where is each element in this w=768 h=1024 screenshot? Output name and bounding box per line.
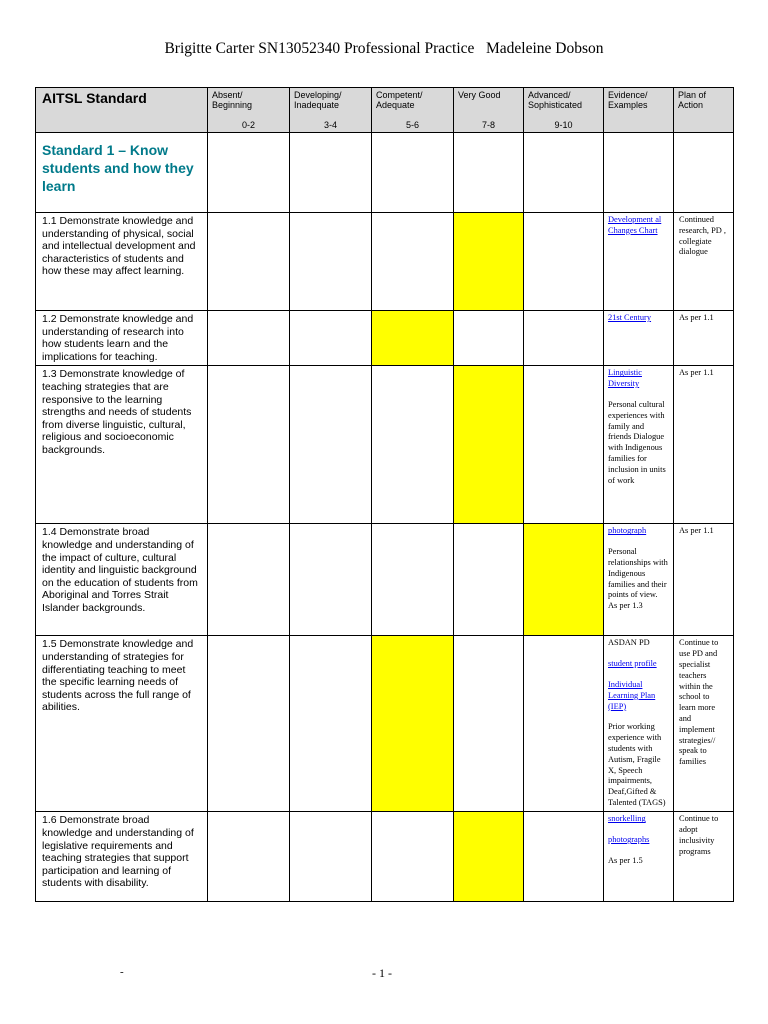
plan-of-action: Continue to use PD and specialist teachers within the school to learn more and implement strategies// speak to families — [674, 636, 734, 812]
table-row — [36, 311, 734, 366]
column-header-4 — [454, 88, 524, 133]
rating-highlight — [454, 213, 524, 311]
column-header-label: Very Good — [458, 90, 501, 100]
rating-cell — [208, 812, 290, 902]
spacer — [608, 390, 669, 400]
rating-cell — [208, 311, 290, 366]
column-header-range: 7-8 — [481, 120, 495, 130]
rating-cell — [372, 366, 454, 524]
evidence-link[interactable]: photographs — [608, 835, 650, 845]
plan-of-action: Continued research, PD , collegiate dialogue — [674, 213, 734, 311]
evidence-link[interactable]: student profile — [608, 659, 657, 669]
spacer — [608, 846, 669, 856]
column-header-1 — [208, 88, 290, 133]
section-heading: Standard 1 – Know students and how they learn — [36, 133, 208, 213]
rating-highlight — [372, 311, 454, 366]
evidence-text: Personal relationships with Indigenous families and their points of view. — [608, 547, 668, 600]
rating-cell — [454, 636, 524, 812]
spacer — [608, 649, 669, 659]
evidence-link[interactable]: Development al Changes Chart — [608, 215, 662, 235]
page-number: - 1 - — [372, 966, 392, 980]
rating-cell — [290, 311, 372, 366]
rating-cell — [372, 213, 454, 311]
evidence-note: ASDAN PD — [608, 638, 650, 648]
standard-description: 1.1 Demonstrate knowledge and understanding of physical, social and intellectual development and characteristics of students and how these may affect learning. — [36, 213, 208, 311]
column-header-5 — [524, 88, 604, 133]
evidence-cell — [604, 311, 674, 366]
rating-cell — [208, 213, 290, 311]
standard-description: 1.5 Demonstrate knowledge and understanding of strategies for differentiating teaching to meet the specific learning needs of students across the full range of abilities. — [36, 636, 208, 812]
rating-cell — [290, 213, 372, 311]
rating-cell — [454, 524, 524, 636]
rating-cell — [524, 213, 604, 311]
table-row — [36, 366, 734, 524]
column-header-range: 3-4 — [323, 120, 337, 130]
column-header-7 — [674, 88, 734, 133]
rating-cell — [524, 636, 604, 812]
evidence-cell — [604, 812, 674, 902]
column-header-2 — [290, 88, 372, 133]
spacer — [608, 237, 669, 247]
rating-cell — [290, 366, 372, 524]
evidence-cell — [604, 524, 674, 636]
rating-highlight — [454, 812, 524, 902]
table-row — [36, 524, 734, 636]
column-header-range: 0-2 — [241, 120, 255, 130]
evidence-link[interactable]: Individual Learning Plan (IEP) — [608, 679, 656, 711]
column-header-3 — [372, 88, 454, 133]
column-header-standard: AITSL Standard — [36, 88, 208, 133]
rating-cell — [524, 311, 604, 366]
spacer — [608, 537, 669, 547]
evidence-text: Prior working experience with students with Autism, Fragile X, Speech impairments, Deaf,Gifted & Talented (TAGS) — [608, 722, 666, 807]
column-header-label: Plan of Action — [678, 90, 707, 110]
standard-description: 1.4 Demonstrate broad knowledge and understanding of the impact of culture, cultural identity and linguistic background on the education of students from Aboriginal and Torres Strait Islander backgrounds. — [36, 524, 208, 636]
rating-cell — [524, 812, 604, 902]
evidence-link[interactable]: snorkelling — [608, 814, 646, 824]
footer-left-mark: - — [120, 966, 124, 978]
table-row — [36, 812, 734, 902]
rating-cell — [290, 812, 372, 902]
standard-description: 1.3 Demonstrate knowledge of teaching strategies that are responsive to the learning strengths and needs of students from diverse linguistic, cultural, religious and socioeconomic backgrounds. — [36, 366, 208, 524]
evidence-link[interactable]: photograph — [608, 526, 647, 536]
plan-of-action: As per 1.1 — [674, 311, 734, 366]
document-header: Brigitte Carter SN13052340 Professional Practice Madeleine Dobson — [164, 40, 604, 57]
column-header-label: Competent/ Adequate — [376, 90, 423, 110]
rating-highlight — [454, 366, 524, 524]
rating-cell — [372, 812, 454, 902]
rating-cell — [290, 636, 372, 812]
spacer — [608, 825, 669, 835]
aitsl-table — [35, 87, 734, 902]
table-row — [36, 213, 734, 311]
spacer — [608, 324, 669, 334]
rating-cell — [208, 366, 290, 524]
plan-of-action: As per 1.1 — [674, 524, 734, 636]
column-header-6 — [604, 88, 674, 133]
evidence-cell — [604, 366, 674, 524]
rating-cell — [208, 636, 290, 812]
evidence-extra: As per 1.3 — [608, 601, 643, 611]
spacer — [608, 712, 669, 722]
column-header-range: 9-10 — [554, 120, 573, 130]
section-row — [36, 133, 734, 213]
evidence-text: Personal cultural experiences with family and friends Dialogue with Indigenous families for inclusion in units of work — [608, 399, 666, 485]
rating-cell — [372, 524, 454, 636]
rating-cell — [454, 311, 524, 366]
rating-cell — [290, 524, 372, 636]
column-header-label: Absent/ Beginning — [212, 90, 253, 110]
standard-description: 1.6 Demonstrate broad knowledge and understanding of legislative requirements and teaching strategies that support participation and learning of students with disability. — [36, 812, 208, 902]
evidence-link[interactable]: 21st Century — [608, 313, 652, 322]
standard-description: 1.2 Demonstrate knowledge and understanding of research into how students learn and the implications for teaching. — [36, 311, 208, 366]
spacer — [608, 670, 669, 680]
table-row — [36, 636, 734, 812]
table-header-row — [36, 88, 734, 133]
rating-highlight — [372, 636, 454, 812]
evidence-text: As per 1.5 — [608, 855, 643, 865]
column-header-label: Developing/ Inadequate — [294, 90, 342, 110]
rating-cell — [524, 366, 604, 524]
column-header-range: 5-6 — [405, 120, 419, 130]
plan-of-action: As per 1.1 — [674, 366, 734, 524]
evidence-link[interactable]: Linguistic Diversity — [608, 368, 642, 389]
column-header-label: Advanced/ Sophisticated — [528, 90, 583, 110]
rating-cell — [208, 524, 290, 636]
plan-of-action: Continue to adopt inclusivity programs — [674, 812, 734, 902]
evidence-cell — [604, 213, 674, 311]
evidence-cell — [604, 636, 674, 812]
column-header-label: Evidence/ Examples — [608, 90, 648, 110]
rating-highlight — [524, 524, 604, 636]
